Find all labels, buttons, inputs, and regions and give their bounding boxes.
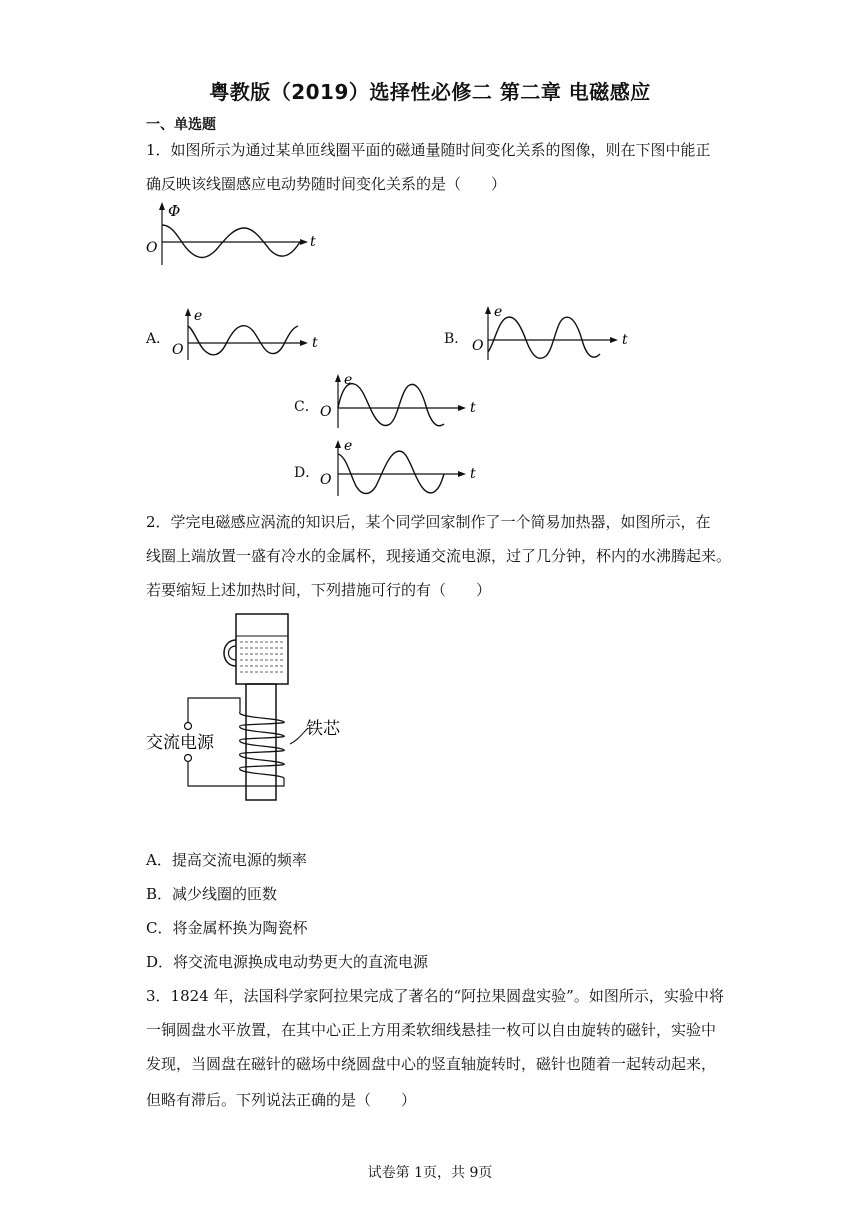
- svg-text:t: t: [312, 335, 318, 351]
- svg-text:e: e: [344, 438, 353, 454]
- q2-text-line1: 2．学完电磁感应涡流的知识后，某个同学回家制作了一个简易加热器，如图所示，在: [146, 513, 711, 531]
- svg-text:O: O: [320, 404, 332, 420]
- option-b-curve: [488, 317, 600, 358]
- q1-option-b-label[interactable]: B．: [444, 331, 469, 347]
- terminal-top: [185, 723, 192, 730]
- core-label: 铁芯: [306, 719, 340, 739]
- svg-text:e: e: [344, 372, 353, 388]
- origin-label: O: [146, 240, 158, 256]
- option-a-curve: [188, 326, 298, 355]
- iron-core: [246, 684, 276, 800]
- svg-text:t: t: [470, 466, 476, 482]
- option-d-curve: [338, 451, 444, 493]
- q1-option-d-graph[interactable]: [318, 434, 478, 500]
- q2-option-b[interactable]: B．减少线圈的匝数: [146, 885, 278, 903]
- q1-option-c-label[interactable]: C．: [294, 399, 319, 415]
- q1-option-b-graph[interactable]: [470, 300, 630, 364]
- q2-option-a[interactable]: A．提高交流电源的频率: [146, 851, 307, 869]
- q3-text-line3: 发现，当圆盘在磁针的磁场中绕圆盘中心的竖直轴旋转时，磁针也随着一起转动起来，: [146, 1055, 717, 1073]
- section-heading: 一、单选题: [146, 117, 216, 133]
- option-c-curve: [338, 384, 444, 426]
- q1-option-a-label[interactable]: A．: [146, 331, 171, 347]
- q2-text-line2: 线圈上端放置一盛有冷水的金属杯，现接通交流电源，过了几分钟，杯内的水沸腾起来。: [146, 547, 732, 565]
- phi-label: Φ: [168, 202, 181, 220]
- page-footer: 试卷第 1页，共 9页: [367, 1165, 493, 1181]
- q2-option-c[interactable]: C．将金属杯换为陶瓷杯: [146, 919, 308, 937]
- q2-text-line3: 若要缩短上述加热时间，下列措施可行的有（ ）: [146, 581, 492, 599]
- svg-text:t: t: [470, 400, 476, 416]
- flux-y-arrow: [159, 202, 165, 210]
- wire-top: [188, 698, 240, 722]
- svg-text:O: O: [320, 472, 332, 488]
- q1-flux-graph: [140, 200, 330, 270]
- svg-text:e: e: [494, 304, 503, 320]
- q1-text-line1: 1．如图所示为通过某单匝线圈平面的磁通量随时间变化关系的图像，则在下图中能正: [146, 141, 711, 159]
- t-label: t: [310, 234, 316, 250]
- q3-text-line2: 一铜圆盘水平放置，在其中心正上方用柔软细线悬挂一枚可以自由旋转的磁针，实验中: [146, 1021, 717, 1039]
- q3-text-line1: 3．1824 年，法国科学家阿拉果完成了著名的“阿拉果圆盘实验”。如图所示，实验中将: [146, 987, 724, 1005]
- terminal-bottom: [185, 755, 192, 762]
- svg-text:O: O: [472, 338, 484, 354]
- q2-option-d[interactable]: D．将交流电源换成电动势更大的直流电源: [146, 953, 429, 971]
- cup-handle: [224, 640, 236, 666]
- q3-text-line4: 但略有滞后。下列说法正确的是（ ）: [146, 1091, 417, 1109]
- flux-x-arrow: [300, 239, 308, 245]
- q1-option-c-graph[interactable]: [318, 368, 478, 432]
- q2-heater-figure: [140, 610, 380, 806]
- svg-text:O: O: [172, 342, 184, 358]
- q1-option-a-graph[interactable]: [170, 304, 330, 364]
- q1-text-line2: 确反映该线圈感应电动势随时间变化关系的是（ ）: [146, 175, 507, 193]
- page-title: 粤教版（2019）选择性必修二 第二章 电磁感应: [209, 80, 651, 104]
- q1-option-d-label[interactable]: D．: [294, 465, 320, 481]
- ac-source-label: 交流电源: [146, 733, 214, 753]
- svg-text:t: t: [622, 332, 628, 348]
- flux-curve: [162, 225, 300, 258]
- metal-cup: [236, 614, 288, 684]
- svg-text:e: e: [194, 308, 203, 324]
